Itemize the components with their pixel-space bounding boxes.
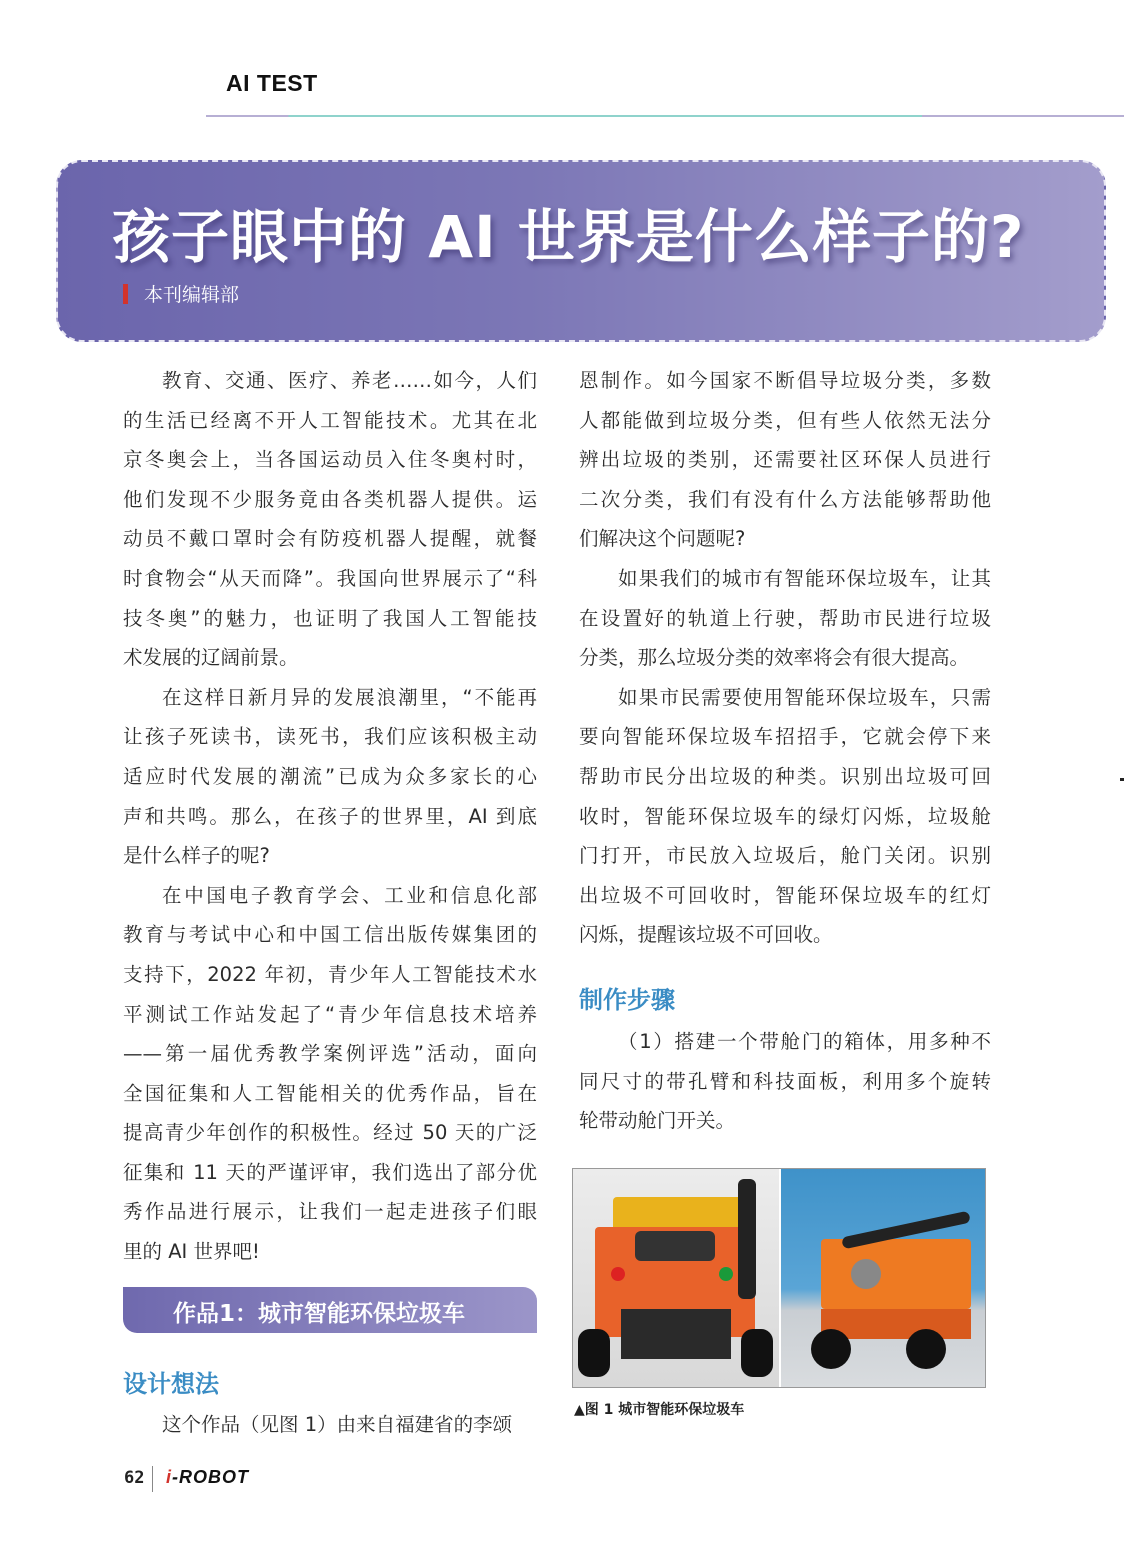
paragraph-line: 术发展的辽阔前景。: [123, 646, 299, 670]
figure-1-photos: [572, 1168, 986, 1388]
body-column-left: [123, 361, 537, 1272]
margin-mark: [1120, 778, 1124, 781]
paragraph-line: 全国征集和人工智能相关的优秀作品，旨在: [123, 1081, 537, 1105]
paragraph-line: 收时，智能环保垃圾车的绿灯闪烁，垃圾舱: [579, 804, 991, 828]
paragraph-line: 们解决这个问题呢?: [579, 527, 746, 551]
paragraph-line: 技冬奥”的魅力，也证明了我国人工智能技: [123, 606, 537, 630]
paragraph-line: 要向智能环保垃圾车招招手，它就会停下来: [579, 725, 991, 749]
author-marker: [123, 284, 128, 304]
paragraph-line: 教育与考试中心和中国工信出版传媒集团的: [123, 923, 537, 947]
paragraph-line: 是什么样子的呢?: [123, 844, 270, 868]
body-column-right: [579, 361, 991, 955]
paragraph-line: 秀作品进行展示，让我们一起走进孩子们眼: [123, 1200, 537, 1224]
paragraph-line: 在中国电子教育学会、工业和信息化部: [162, 883, 537, 907]
paragraph-line: 的生活已经离不开人工智能技术。尤其在北: [123, 408, 537, 432]
section-label: AI TEST: [226, 70, 318, 96]
robot-side-photo: [781, 1169, 986, 1387]
paragraph-line: 在这样日新月异的发展浪潮里，“不能再: [162, 685, 537, 709]
paragraph-line: 如果市民需要使用智能环保垃圾车，只需: [618, 685, 991, 709]
paragraph-line: 声和共鸣。那么，在孩子的世界里，AI 到底: [123, 804, 537, 828]
paragraph-line: 时食物会“从天而降”。我国向世界展示了“科: [123, 566, 537, 590]
magazine-logo: [166, 1467, 249, 1488]
paragraph-line: 同尺寸的带孔臂和科技面板，利用多个旋转: [579, 1069, 991, 1093]
paragraph-line: 教育、交通、医疗、养老……如今，人们: [162, 369, 537, 392]
article-title: 孩子眼中的 AI 世界是什么样子的?: [112, 203, 1025, 271]
body-column-left-continued: [123, 1405, 537, 1445]
magazine-logo-rest: -ROBOT: [172, 1467, 250, 1487]
paragraph-line: 征集和 11 天的严谨评审，我们选出了部分优: [123, 1160, 537, 1184]
paragraph-line: 里的 AI 世界吧!: [123, 1240, 260, 1264]
page-number: 62: [124, 1468, 145, 1488]
paragraph-line: 这个作品（见图 1）由来自福建省的李颂: [162, 1413, 513, 1436]
paragraph-line: 人都能做到垃圾分类，但有些人依然无法分: [579, 408, 991, 432]
work-title-banner: [123, 1287, 537, 1333]
body-column-right-continued: [579, 1022, 991, 1141]
paragraph-line: 闪烁，提醒该垃圾不可回收。: [579, 923, 833, 947]
paragraph-line: ——第一届优秀教学案例评选”活动，面向: [123, 1042, 537, 1066]
magazine-logo-prefix: i: [166, 1467, 173, 1487]
design-idea-heading: 设计想法: [123, 1370, 219, 1398]
paragraph-line: 辨出垃圾的类别，还需要社区环保人员进行: [579, 448, 991, 472]
article-author: 本刊编辑部: [144, 284, 240, 306]
paragraph-line: 出垃圾不可回收时，智能环保垃圾车的红灯: [579, 883, 991, 907]
paragraph-line: 在设置好的轨道上行驶，帮助市民进行垃圾: [579, 606, 991, 630]
paragraph-line: 轮带动舱门开关。: [579, 1109, 736, 1133]
paragraph-line: 他们发现不少服务竟由各类机器人提供。运: [123, 487, 537, 511]
footer-divider: [152, 1466, 153, 1492]
paragraph-line: 支持下，2022 年初，青少年人工智能技术水: [123, 962, 537, 986]
header-divider: [206, 115, 1124, 117]
paragraph-line: 动员不戴口罩时会有防疫机器人提醒，就餐: [123, 527, 537, 551]
paragraph-line: 分类，那么垃圾分类的效率将会有很大提高。: [579, 646, 970, 670]
paragraph-line: 门打开，市民放入垃圾后，舱门关闭。识别: [579, 844, 991, 868]
paragraph-line: （1）搭建一个带舱门的箱体，用多种不: [618, 1030, 991, 1053]
paragraph-line: 二次分类，我们有没有什么方法能够帮助他: [579, 487, 991, 511]
work-title: 作品1：城市智能环保垃圾车: [173, 1301, 466, 1327]
paragraph-line: 京冬奥会上，当各国运动员入住冬奥村时，: [123, 448, 537, 472]
paragraph-line: 如果我们的城市有智能环保垃圾车，让其: [618, 566, 991, 590]
paragraph-line: 提高青少年创作的积极性。经过 50 天的广泛: [123, 1121, 537, 1145]
paragraph-line: 让孩子死读书，读死书，我们应该积极主动: [123, 725, 537, 749]
paragraph-line: 帮助市民分出垃圾的种类。识别出垃圾可回: [579, 764, 991, 788]
figure-caption: ▲图 1 城市智能环保垃圾车: [574, 1402, 745, 1418]
steps-heading: 制作步骤: [579, 986, 675, 1014]
robot-front-photo: [573, 1169, 779, 1387]
paragraph-line: 适应时代发展的潮流”已成为众多家长的心: [123, 764, 537, 788]
paragraph-line: 恩制作。如今国家不断倡导垃圾分类，多数: [579, 369, 991, 392]
paragraph-line: 平测试工作站发起了“青少年信息技术培养: [123, 1002, 537, 1026]
